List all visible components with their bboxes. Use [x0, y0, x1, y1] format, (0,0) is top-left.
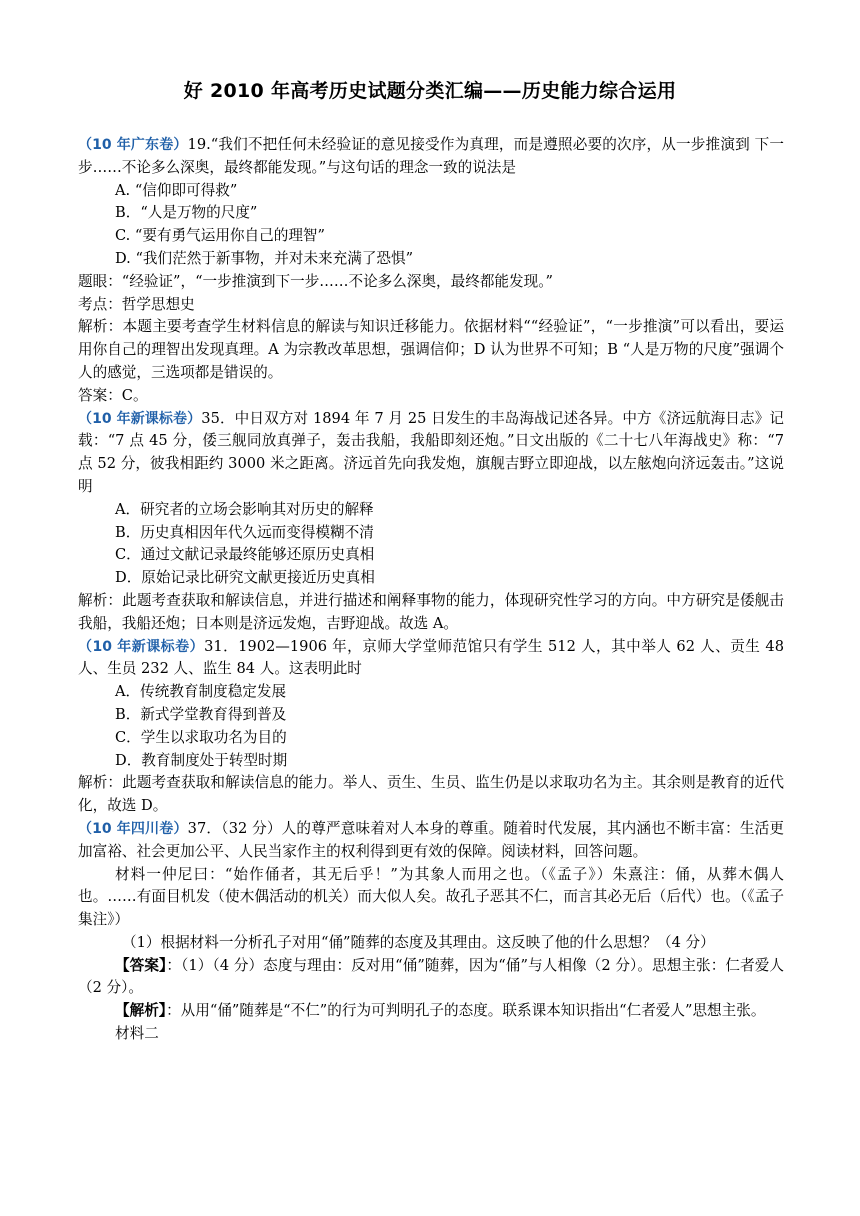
document-body	[78, 134, 784, 1046]
question-3-source: （10 年新课标卷）	[78, 638, 205, 655]
analysis-text: ：从用“俑”随葬是“不仁”的行为可判明孔子的态度。联系课本知识指出“仁者爱人”思想主张。	[166, 1002, 766, 1020]
question-1-source: （10 年广东卷）	[78, 137, 188, 153]
question-3-option-d: D．教育制度处于转型时期	[115, 751, 288, 769]
question-1-analysis: 解析：本题主要考查学生材料信息的解读与知识迁移能力。依据材料““经验证”，“一步推演”可以看出，要运用你自己的理智出发现真理。A 为宗教改革思想，强调信仰；D 认为世界不可知；B “人是万物的尺度”强调个人的感觉，三选项都是错误的。	[78, 318, 784, 381]
question-3-analysis: 解析：此题考查获取和解读信息的能力。举人、贡生、生员、监生仍是以求取功名为主。其余则是教育的近代化，故选 D。	[78, 774, 784, 815]
answer-label: 【答案】	[115, 956, 167, 974]
question-2-analysis: 解析：此题考查获取和解读信息，并进行描述和阐释事物的能力，体现研究性学习的方向。中方研究是倭舰击我船，我船还炮；日本则是济远发炮，吉野迎战。故选 A。	[78, 591, 784, 632]
question-4-subquestion-1: （1）根据材料一分析孔子对用“俑”随葬的态度及其理由。这反映了他的什么思想？（4 分）	[122, 933, 715, 951]
answer-text: ：（1）（4 分）态度与理由：反对用“俑”随葬，因为“俑”与人相像（2 分）。思想主张：仁者爱人（2 分）。	[78, 956, 784, 997]
question-3-option-c: C．学生以求取功名为目的	[115, 728, 287, 746]
question-4-text: 37．（32 分）人的尊严意味着对人本身的尊重。随着时代发展，其内涵也不断丰富：生活更加富裕、社会更加公平、人民当家作主的权利得到更有效的保障。阅读材料，回答问题。	[78, 819, 785, 860]
question-2-option-b: B．历史真相因年代久远而变得模糊不清	[115, 523, 374, 541]
question-2-option-a: A．研究者的立场会影响其对历史的解释	[115, 500, 374, 518]
question-2-option-c: C．通过文献记录最终能够还原历史真相	[115, 546, 375, 564]
question-3-option-b: B．新式学堂教育得到普及	[115, 705, 287, 723]
question-1-text: 19.“我们不把任何未经验证的意见接受作为真理，而是遵照必要的次序，从一步推演到 下一步……不论多么深奥，最终都能发现。”与这句话的理念一致的说法是	[78, 136, 785, 176]
question-1-option-c: C. “要有勇气运用你自己的理智”	[115, 227, 325, 245]
question-3-option-a: A．传统教育制度稳定发展	[115, 683, 287, 701]
question-1-kaodian: 考点：哲学思想史	[78, 295, 195, 313]
analysis-label: 【解析】	[115, 1002, 167, 1020]
question-1-tiyan: 题眼：“经验证”，“一步推演到下一步……不论多么深奥，最终都能发现。”	[78, 272, 553, 290]
question-1-stem	[78, 134, 784, 180]
question-2-text: 35．中日双方对 1894 年 7 月 25 日发生的丰岛海战记述各异。中方《济远航海日志》记载：“7 点 45 分，倭三舰同放真弹子，轰击我船，我船即刻还炮。”日文出版的《二十七八年海战史》称：“7 点 52 分，彼我相距约 3000 米之距离。济远首先向我发炮，旗舰吉野立即迎战，以左舷炮向济远轰击。”这说明	[78, 409, 785, 495]
question-4-source: （10 年四川卷）	[78, 820, 188, 837]
question-1-option-b: B．“人是万物的尺度”	[115, 204, 258, 222]
page-title: 好 2010 年高考历史试题分类汇编——历史能力综合运用	[183, 80, 677, 102]
question-2-source: （10 年新课标卷）	[78, 410, 202, 427]
question-1-answer: 答案：C。	[78, 386, 148, 404]
question-4-answer	[78, 955, 784, 1001]
question-2-stem	[78, 408, 784, 499]
question-4-analysis	[78, 1000, 784, 1023]
question-4-material-2: 材料二	[115, 1025, 159, 1043]
question-1-option-d: D. “我们茫然于新事物，并对未来充满了恐惧”	[115, 249, 414, 267]
question-3-stem	[78, 636, 784, 682]
question-3-text: 31．1902—1906 年，京师大学堂师范馆只有学生 512 人，其中举人 62 人、贡生 48 人、生员 232 人、监生 84 人。这表明此时	[78, 637, 784, 678]
question-4-stem	[78, 818, 784, 864]
question-4-material-1: 材料一仲尼曰：“始作俑者，其无后乎！”为其象人而用之也。（《孟子》）朱熹注：俑，从葬木偶人也。……有面目机发（使木偶活动的机关）而大似人矣。故孔子恶其不仁，而言其必无后（后代）也。（《孟子集注》）	[78, 865, 784, 929]
question-1-option-a: A. “信仰即可得救”	[115, 181, 238, 199]
question-2-option-d: D．原始记录比研究文献更接近历史真相	[115, 569, 375, 587]
